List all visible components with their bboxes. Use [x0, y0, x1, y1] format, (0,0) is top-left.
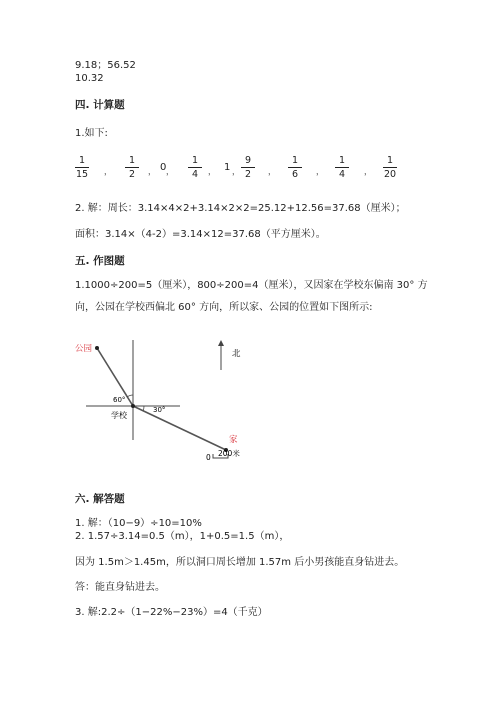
section5-line2: 向，公园在学校西偏北 60° 方向，所以家、公园的位置如下图所示: [75, 302, 373, 313]
fraction-5: 1 6 [287, 155, 303, 180]
home-line [133, 406, 226, 450]
section4-item1: 1.如下: [75, 128, 108, 139]
fraction-3: 1 4 [187, 155, 203, 180]
fraction-7: 1 20 [383, 155, 397, 180]
section6-line2: 2. 1.57÷3.14=0.5（m），1+0.5=1.5（m）， [75, 531, 290, 542]
section5-heading: 五. 作图题 [75, 255, 125, 267]
section4-item2-line1: 2. 解：周长：3.14×4×2+3.14×2×2=25.12+12.56=37.68（厘米）； [75, 203, 406, 214]
section6-line5: 3. 解:2.2÷（1−22%−23%）=4（千克） [75, 607, 268, 618]
angle-label-park: 60° [113, 396, 126, 404]
inline-value-0: 0 [160, 162, 167, 173]
section6-line3: 因为 1.5m＞1.45m，所以洞口周长增加 1.57m 后小男孩能直身钻进去。 [75, 557, 405, 568]
answer-line-2: 10.32 [75, 73, 104, 84]
fraction-6: 1 4 [334, 155, 350, 180]
school-point [131, 404, 135, 408]
section5-line1: 1.1000÷200=5（厘米），800÷200=4（厘米），又因家在学校东偏南 30° 方 [75, 280, 428, 291]
school-label: 学校 [111, 411, 127, 420]
angle-arc-park [127, 395, 133, 397]
fraction-1: 1 15 [75, 155, 89, 180]
section6-line1: 1. 解：（10−9）÷10=10% [75, 518, 202, 529]
north-label: 北 [232, 349, 241, 359]
inline-value-1: 1 [224, 162, 231, 173]
north-arrowhead [218, 340, 224, 346]
park-label: 公园 [75, 344, 93, 354]
scale-zero-label: 0 [206, 453, 211, 462]
section4-heading: 四. 计算题 [75, 99, 125, 111]
answer-line-1: 9.18；56.52 [75, 60, 136, 71]
park-point [95, 346, 99, 350]
fraction-2: 1 2 [124, 155, 140, 180]
section6-line4: 答：能直身钻进去。 [75, 582, 165, 593]
angle-arc-home [143, 406, 144, 411]
section6-heading: 六. 解答题 [75, 493, 125, 505]
scale-distance-label: 200米 [218, 449, 240, 458]
home-label: 家 [229, 435, 238, 445]
fraction-4: 9 2 [240, 155, 256, 180]
section4-item2-line2: 面积：3.14×（4-2）=3.14×12=37.68（平方厘米）。 [75, 229, 326, 240]
angle-label-home: 30° [153, 406, 166, 414]
